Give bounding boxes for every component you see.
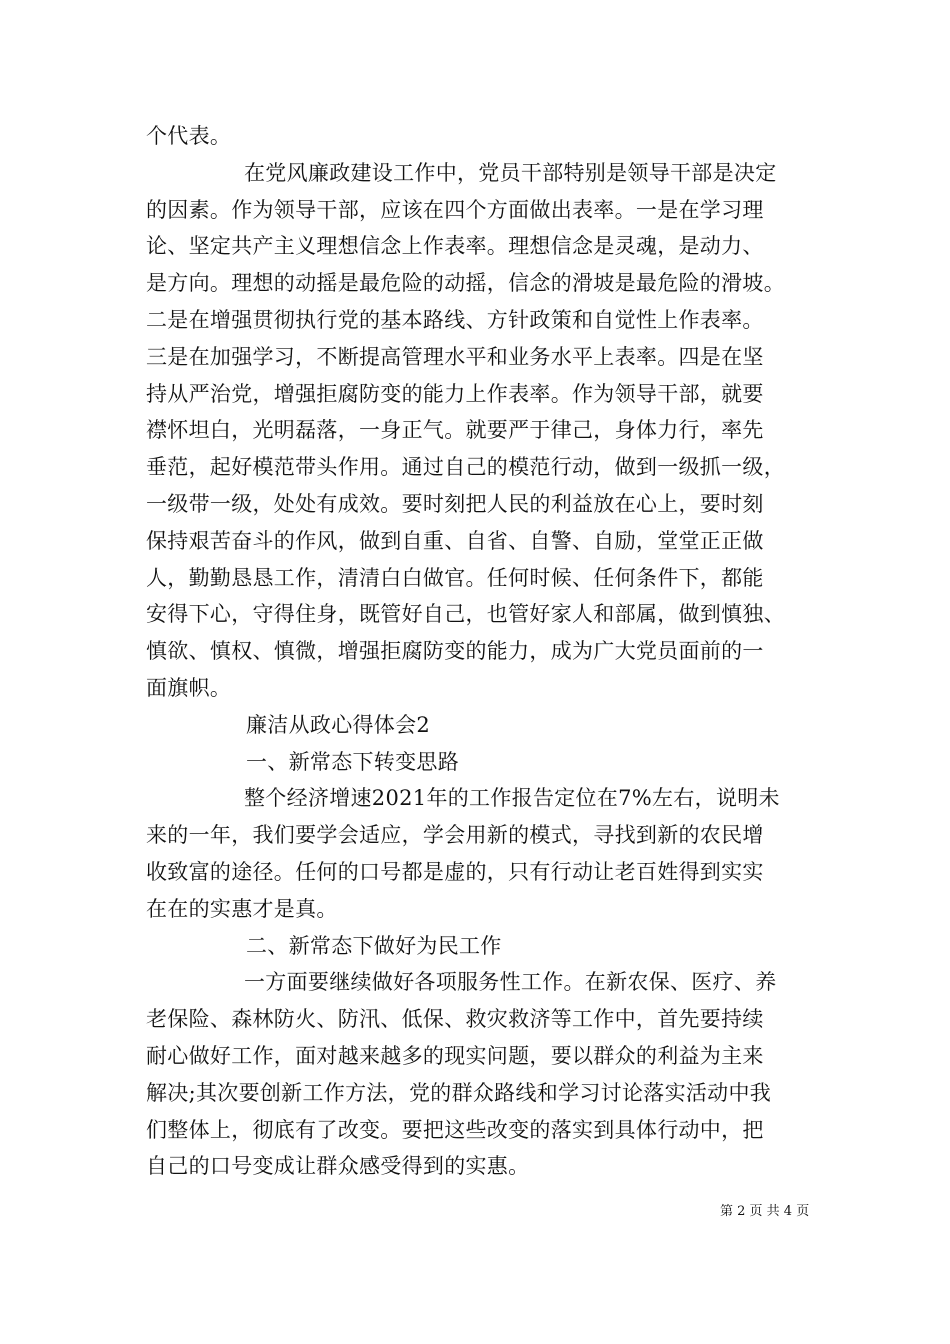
text-line-20: 来的一年，我们要学会适应，学会用新的模式，寻找到新的农民增 [146, 823, 764, 848]
text-line-27: 解决;其次要创新工作方法，党的群众路线和学习讨论落实活动中我 [146, 1080, 772, 1105]
text-line-10: 垂范，起好模范带头作用。通过自己的模范行动，做到一级抓一级， [146, 455, 785, 480]
text-line-12: 保持艰苦奋斗的作风，做到自重、自省、自警、自励，堂堂正正做 [146, 528, 764, 553]
text-line-26: 耐心做好工作，面对越来越多的现实问题，要以群众的利益为主来 [146, 1043, 764, 1068]
text-line-4: 论、坚定共产主义理想信念上作表率。理想信念是灵魂，是动力、 [146, 234, 764, 259]
subheading-1: 一、新常态下转变思路 [246, 749, 459, 774]
text-line-16: 面旗帜。 [146, 675, 232, 700]
text-line-11: 一级带一级，处处有成效。要时刻把人民的利益放在心上，要时刻 [146, 491, 764, 516]
text-line-25: 老保险、森林防火、防汛、低保、救灾救济等工作中，首先要持续 [146, 1007, 764, 1032]
text-line-21: 收致富的途径。任何的口号都是虚的，只有行动让老百姓得到实实 [146, 859, 764, 884]
text-line-8: 持从严治党，增强拒腐防变的能力上作表率。作为领导干部，就要 [146, 381, 764, 406]
text-line-13: 人，勤勤恳恳工作，清清白白做官。任何时候、任何条件下，都能 [146, 565, 764, 590]
text-line-9: 襟怀坦白，光明磊落，一身正气。就要严于律己，身体力行，率先 [146, 418, 764, 443]
section-title: 廉洁从政心得体会2 [246, 712, 431, 737]
text-line-15: 慎欲、慎权、慎微，增强拒腐防变的能力，成为广大党员面前的一 [146, 639, 764, 664]
text-line-1: 个代表。 [146, 124, 232, 148]
text-line-6: 二是在增强贯彻执行党的基本路线、方针政策和自觉性上作表率。 [146, 307, 764, 332]
text-line-28: 们整体上，彻底有了改变。要把这些改变的落实到具体行动中，把 [146, 1117, 764, 1142]
page-number: 第 2 页 共 4 页 [720, 1204, 810, 1219]
text-line-7: 三是在加强学习，不断提高管理水平和业务水平上表率。四是在坚 [146, 344, 764, 369]
document-body [146, 118, 826, 1185]
text-line-24: 一方面要继续做好各项服务性工作。在新农保、医疗、养 [244, 970, 777, 995]
text-line-22: 在在的实惠才是真。 [146, 896, 338, 921]
text-line-14: 安得下心，守得住身，既管好自己，也管好家人和部属，做到慎独、 [146, 602, 785, 627]
subheading-2: 二、新常态下做好为民工作 [246, 933, 502, 958]
text-line-19: 整个经济增速2021年的工作报告定位在7%左右，说明未 [244, 786, 780, 811]
text-line-2: 在党风廉政建设工作中，党员干部特别是领导干部是决定 [244, 160, 777, 185]
text-line-3: 的因素。作为领导干部，应该在四个方面做出表率。一是在学习理 [146, 197, 764, 222]
text-line-5: 是方向。理想的动摇是最危险的动摇，信念的滑坡是最危险的滑坡。 [146, 271, 785, 296]
text-line-29: 自己的口号变成让群众感受得到的实惠。 [146, 1154, 530, 1179]
